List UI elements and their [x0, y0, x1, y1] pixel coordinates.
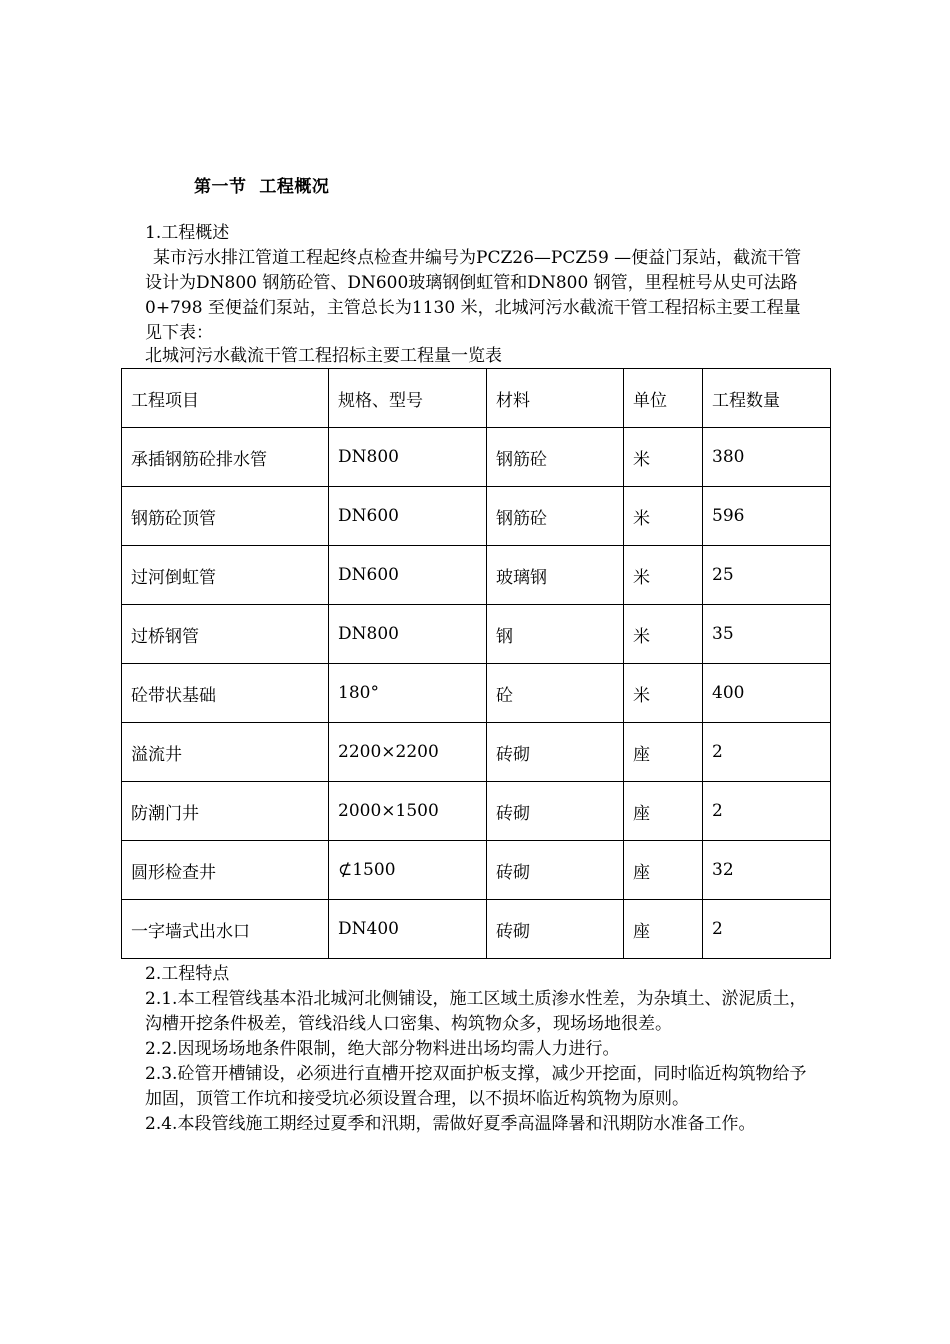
table-row	[122, 664, 831, 723]
overview-heading-text: 1.工程概述	[145, 223, 230, 243]
features-heading: 2.工程特点	[145, 964, 230, 984]
quantity-table	[121, 368, 831, 959]
header-cell-spec: 规格、型号	[329, 369, 487, 428]
cell-project: 圆形检查井	[122, 841, 329, 900]
table-row	[122, 487, 831, 546]
cell-quantity: 380	[703, 428, 831, 487]
cell-spec: DN400	[329, 900, 487, 959]
table-row	[122, 723, 831, 782]
cell-material: 砖砌	[487, 782, 624, 841]
cell-quantity: 2	[703, 782, 831, 841]
cell-material: 玻璃钢	[487, 546, 624, 605]
cell-project: 承插钢筋砼排水管	[122, 428, 329, 487]
feature-item: 2.2.因现场场地条件限制，绝大部分物料进出场均需人力进行。	[145, 1039, 620, 1059]
cell-project: 过河倒虹管	[122, 546, 329, 605]
cell-quantity: 35	[703, 605, 831, 664]
cell-project: 过桥钢管	[122, 605, 329, 664]
cell-material: 钢	[487, 605, 624, 664]
overview-paragraph-block	[145, 246, 815, 346]
cell-spec: DN800	[329, 605, 487, 664]
quantity-table-body	[122, 369, 831, 959]
feature-item: 2.1.本工程管线基本沿北城河北侧铺设，施工区域土质渗水性差，为杂填土、淤泥质土，沟槽开挖条件极差，管线沿线人口密集、构筑物众多，现场场地很差。	[145, 989, 807, 1034]
cell-unit: 座	[624, 782, 703, 841]
table-header-row	[122, 369, 831, 428]
cell-unit: 米	[624, 428, 703, 487]
cell-spec: 2200×2200	[329, 723, 487, 782]
table-row	[122, 428, 831, 487]
cell-material: 钢筋砼	[487, 487, 624, 546]
cell-project: 砼带状基础	[122, 664, 329, 723]
cell-material: 砖砌	[487, 723, 624, 782]
overview-paragraph: 某市污水排江管道工程起终点检查井编号为PCZ26—PCZ59 —便益门泵站，截流干管设计为DN800 钢筋砼管、DN600玻璃钢倒虹管和DN800 钢管，里程桩号从史可法路0+798 至便益们泵站，主管总长为1130 米，北城河污水截流干管工程招标主要工程量见下表：	[145, 248, 802, 343]
table-caption: 北城河污水截流干管工程招标主要工程量一览表	[145, 346, 502, 366]
cell-quantity: 2	[703, 723, 831, 782]
cell-project: 一字墙式出水口	[122, 900, 329, 959]
table-row	[122, 900, 831, 959]
cell-material: 砼	[487, 664, 624, 723]
cell-project: 溢流井	[122, 723, 329, 782]
section-title: 第一节 工程概况	[194, 177, 330, 197]
cell-unit: 米	[624, 487, 703, 546]
overview-heading	[145, 221, 815, 246]
cell-material: 钢筋砼	[487, 428, 624, 487]
cell-spec: DN800	[329, 428, 487, 487]
cell-unit: 米	[624, 664, 703, 723]
table-row	[122, 782, 831, 841]
feature-item: 2.4.本段管线施工期经过夏季和汛期，需做好夏季高温降暑和汛期防水准备工作。	[145, 1114, 756, 1134]
cell-material: 砖砌	[487, 900, 624, 959]
cell-spec: ⊄1500	[329, 841, 487, 900]
table-row	[122, 546, 831, 605]
header-cell-project: 工程项目	[122, 369, 329, 428]
cell-unit: 座	[624, 841, 703, 900]
cell-unit: 座	[624, 900, 703, 959]
cell-quantity: 400	[703, 664, 831, 723]
features-block	[145, 962, 815, 1137]
cell-spec: 2000×1500	[329, 782, 487, 841]
header-cell-unit: 单位	[624, 369, 703, 428]
cell-spec: DN600	[329, 487, 487, 546]
cell-unit: 米	[624, 605, 703, 664]
cell-quantity: 32	[703, 841, 831, 900]
feature-item: 2.3.砼管开槽铺设，必须进行直槽开挖双面护板支撑，减少开挖面，同时临近构筑物给予加固，顶管工作坑和接受坑必须设置合理，以不损坏临近构筑物为原则。	[145, 1064, 807, 1109]
cell-spec: 180°	[329, 664, 487, 723]
cell-project: 防潮门井	[122, 782, 329, 841]
cell-material: 砖砌	[487, 841, 624, 900]
cell-project: 钢筋砼顶管	[122, 487, 329, 546]
cell-quantity: 596	[703, 487, 831, 546]
header-cell-material: 材料	[487, 369, 624, 428]
cell-quantity: 2	[703, 900, 831, 959]
cell-quantity: 25	[703, 546, 831, 605]
cell-spec: DN600	[329, 546, 487, 605]
table-row	[122, 605, 831, 664]
cell-unit: 座	[624, 723, 703, 782]
cell-unit: 米	[624, 546, 703, 605]
table-row	[122, 841, 831, 900]
header-cell-quantity: 工程数量	[703, 369, 831, 428]
